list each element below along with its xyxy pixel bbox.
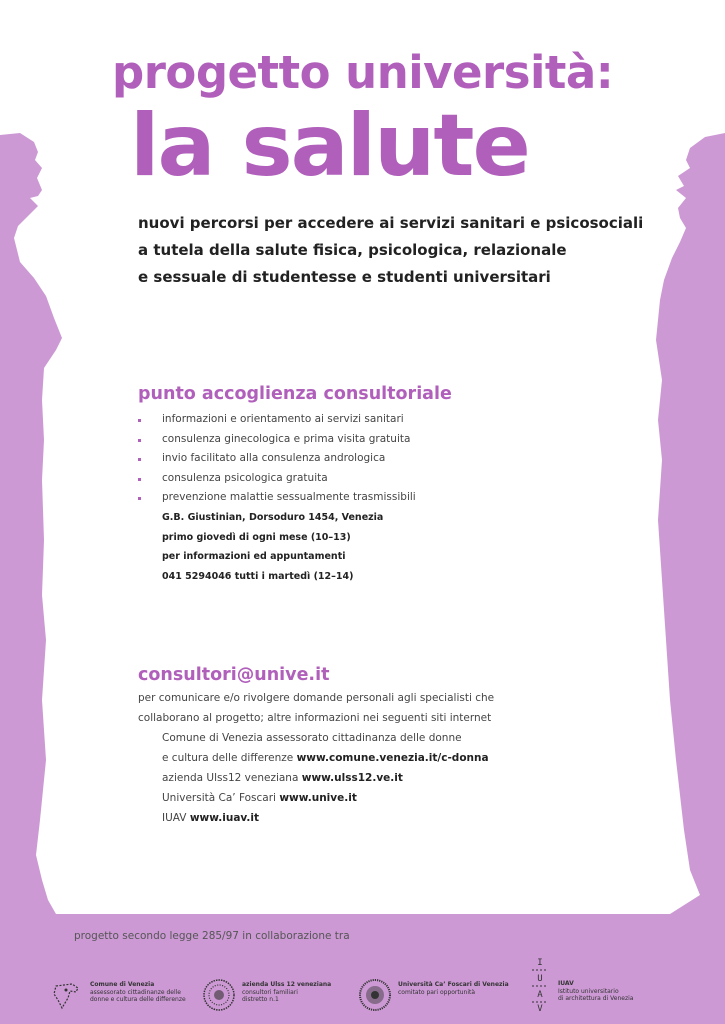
ca-foscari-logo-icon <box>358 978 392 1012</box>
list-item: Università Ca’ Foscari www.unive.it <box>162 792 357 804</box>
comune-link[interactable]: www.comune.venezia.it/c-donna <box>296 752 489 764</box>
title-line-2: la salute <box>130 96 529 196</box>
subtitle <box>138 210 643 291</box>
consultori-description: per comunicare e/o rivolgere domande personali agli specialisti che collaborano al progetto; altre informazioni nei seguenti siti internet <box>138 692 495 724</box>
partner-links <box>162 728 489 828</box>
services-list <box>138 410 416 508</box>
list-item: consulenza psicologica gratuita <box>138 469 416 489</box>
right-silhouette <box>656 133 725 914</box>
list-item: prevenzione malattie sessualmente trasmissibili <box>138 488 416 508</box>
logo-iuav: I U A V IUAV Istituto universitario di architettura di Venezia <box>530 956 633 1012</box>
bullet-icon <box>138 497 141 500</box>
list-item: azienda Ulss12 veneziana www.ulss12.ve.it <box>162 772 403 784</box>
punto-heading: punto accoglienza consultoriale <box>138 384 452 404</box>
bullet-icon <box>138 439 141 442</box>
phone: 041 5294046 tutti i martedì (12–14) <box>162 570 354 582</box>
list-item: IUAV www.iuav.it <box>162 812 260 824</box>
left-silhouette <box>0 133 62 914</box>
iuav-logo-icon <box>530 956 550 1012</box>
svg-text:V: V <box>537 1004 543 1012</box>
subtitle-line: a tutela della salute fisica, psicologica, relazionale <box>138 241 567 259</box>
unive-link[interactable]: www.unive.it <box>279 792 357 804</box>
iuav-link[interactable]: www.iuav.it <box>189 812 260 824</box>
svg-text:I: I <box>537 958 543 968</box>
list-item: invio facilitato alla consulenza andrologica <box>138 449 416 469</box>
subtitle-line: e sessuale di studentesse e studenti universitari <box>138 268 551 286</box>
consultori-email[interactable]: consultori@unive.it <box>138 665 330 685</box>
address: G.B. Giustinian, Dorsoduro 1454, Venezia <box>162 512 384 523</box>
logo-ulss12: azienda Ulss 12 veneziana consultori familiari distretto n.1 <box>202 978 331 1012</box>
svg-text:A: A <box>537 990 543 1000</box>
appointments-label: per informazioni ed appuntamenti <box>162 551 346 562</box>
title-line-1: progetto università: <box>112 46 614 99</box>
bullet-icon <box>138 478 141 481</box>
list-item: Comune di Venezia assessorato cittadinanza delle donne <box>162 732 462 744</box>
logo-comune-venezia: Comune di Venezia assessorato cittadinanze delle donne e cultura delle differenze <box>50 978 186 1012</box>
svg-text:U: U <box>537 974 543 984</box>
list-item: consulenza ginecologica e prima visita gratuita <box>138 430 416 450</box>
comune-venezia-logo-icon <box>50 978 84 1012</box>
bullet-icon <box>138 458 141 461</box>
logo-ca-foscari: Università Ca’ Foscari di Venezia comitato pari opportunità <box>358 978 509 1012</box>
footer-note: progetto secondo legge 285/97 in collaborazione tra <box>74 930 350 942</box>
ulss-link[interactable]: www.ulss12.ve.it <box>301 772 403 784</box>
punto-details <box>162 508 383 586</box>
ulss-logo-icon <box>202 978 236 1012</box>
schedule: primo giovedì di ogni mese (10–13) <box>162 531 351 543</box>
list-item: informazioni e orientamento ai servizi sanitari <box>138 410 416 430</box>
list-item: e cultura delle differenze www.comune.venezia.it/c-donna <box>162 752 489 764</box>
bullet-icon <box>138 419 141 422</box>
subtitle-line: nuovi percorsi per accedere ai servizi sanitari e psicosociali <box>138 214 644 232</box>
